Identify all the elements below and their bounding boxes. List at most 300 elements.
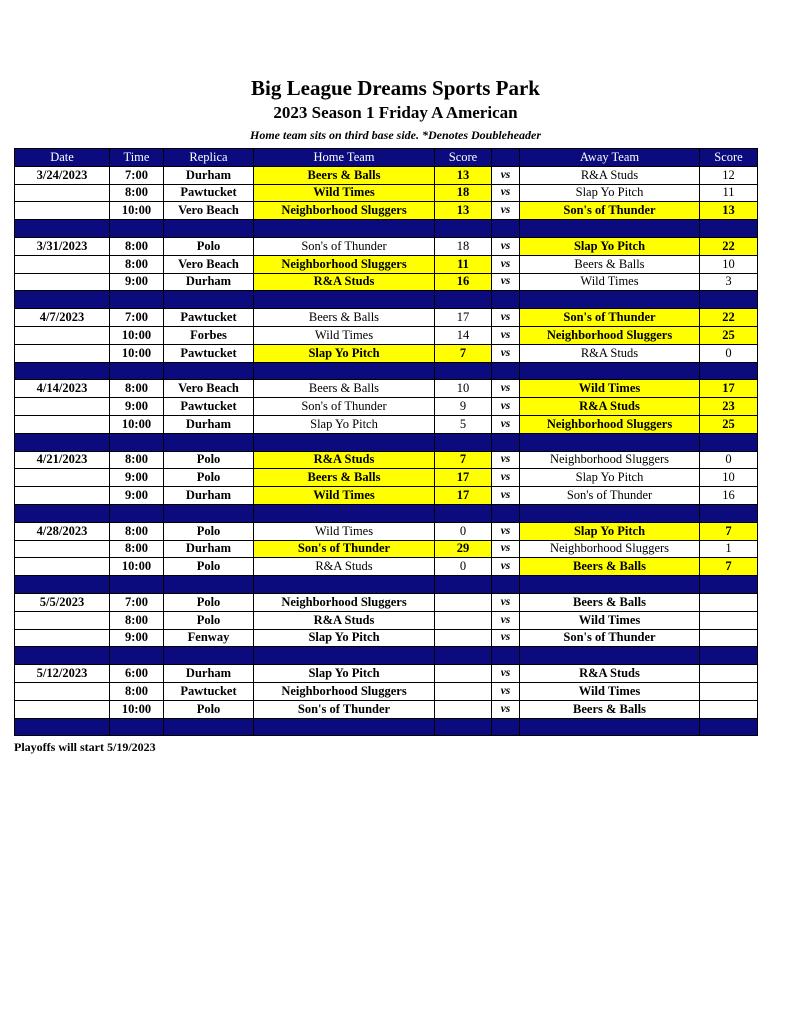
- replica-cell: Polo: [164, 700, 254, 718]
- week-separator-row: [15, 291, 758, 309]
- separator-cell: [492, 220, 520, 238]
- date-cell: [15, 611, 110, 629]
- away-team-cell: R&A Studs: [520, 665, 700, 683]
- away-team-cell: Son's of Thunder: [520, 202, 700, 220]
- table-row: [15, 202, 758, 220]
- separator-cell: [15, 647, 110, 665]
- time-cell: 8:00: [110, 540, 164, 558]
- date-cell: [15, 629, 110, 647]
- replica-cell: Polo: [164, 469, 254, 487]
- separator-cell: [164, 220, 254, 238]
- page-note: Home team sits on third base side. *Denotes Doubleheader: [250, 128, 541, 142]
- vs-cell: vs: [492, 700, 520, 718]
- separator-cell: [254, 220, 435, 238]
- away-team-cell: Slap Yo Pitch: [520, 184, 700, 202]
- table-row: [15, 166, 758, 184]
- separator-cell: [15, 433, 110, 451]
- separator-cell: [110, 291, 164, 309]
- separator-cell: [15, 220, 110, 238]
- time-cell: 9:00: [110, 273, 164, 291]
- separator-cell: [254, 576, 435, 594]
- table-header-row: [15, 149, 758, 167]
- home-score-cell: 7: [435, 344, 492, 362]
- away-score-cell: 25: [700, 326, 758, 344]
- separator-cell: [110, 362, 164, 380]
- separator-cell: [492, 576, 520, 594]
- separator-cell: [435, 504, 492, 522]
- table-row: [15, 611, 758, 629]
- table-row: [15, 558, 758, 576]
- table-row: [15, 380, 758, 398]
- away-team-cell: Neighborhood Sluggers: [520, 451, 700, 469]
- home-team-cell: Neighborhood Sluggers: [254, 682, 435, 700]
- separator-cell: [435, 291, 492, 309]
- vs-cell: vs: [492, 558, 520, 576]
- away-team-cell: Son's of Thunder: [520, 309, 700, 327]
- home-score-cell: [435, 700, 492, 718]
- separator-cell: [520, 576, 700, 594]
- home-team-cell: Wild Times: [254, 184, 435, 202]
- vs-cell: vs: [492, 540, 520, 558]
- separator-cell: [700, 433, 758, 451]
- home-score-cell: 7: [435, 451, 492, 469]
- home-team-cell: Slap Yo Pitch: [254, 665, 435, 683]
- away-score-cell: [700, 665, 758, 683]
- separator-cell: [110, 576, 164, 594]
- away-score-cell: 12: [700, 166, 758, 184]
- separator-cell: [700, 220, 758, 238]
- separator-cell: [164, 433, 254, 451]
- away-score-cell: 25: [700, 415, 758, 433]
- home-team-cell: Son's of Thunder: [254, 700, 435, 718]
- away-score-cell: 22: [700, 237, 758, 255]
- separator-cell: [435, 576, 492, 594]
- separator-cell: [435, 433, 492, 451]
- separator-cell: [700, 504, 758, 522]
- home-team-cell: Wild Times: [254, 522, 435, 540]
- vs-cell: vs: [492, 184, 520, 202]
- table-row: [15, 237, 758, 255]
- separator-cell: [492, 504, 520, 522]
- separator-cell: [520, 291, 700, 309]
- away-score-cell: [700, 682, 758, 700]
- col-header-away-team: Away Team: [520, 149, 700, 167]
- table-row: [15, 184, 758, 202]
- away-score-cell: 16: [700, 487, 758, 505]
- home-score-cell: 13: [435, 166, 492, 184]
- replica-cell: Pawtucket: [164, 344, 254, 362]
- date-cell: [15, 558, 110, 576]
- away-score-cell: 17: [700, 380, 758, 398]
- away-team-cell: Slap Yo Pitch: [520, 469, 700, 487]
- replica-cell: Vero Beach: [164, 202, 254, 220]
- table-row: [15, 344, 758, 362]
- date-cell: [15, 326, 110, 344]
- time-cell: 8:00: [110, 380, 164, 398]
- week-separator-row: [15, 504, 758, 522]
- separator-cell: [164, 362, 254, 380]
- separator-cell: [110, 718, 164, 736]
- vs-cell: vs: [492, 344, 520, 362]
- away-score-cell: 13: [700, 202, 758, 220]
- vs-cell: vs: [492, 487, 520, 505]
- home-team-cell: Son's of Thunder: [254, 398, 435, 416]
- home-score-cell: 0: [435, 558, 492, 576]
- separator-cell: [520, 504, 700, 522]
- away-team-cell: Wild Times: [520, 273, 700, 291]
- page-title: Big League Dreams Sports Park: [251, 76, 540, 100]
- col-header-time: Time: [110, 149, 164, 167]
- separator-cell: [492, 433, 520, 451]
- home-team-cell: R&A Studs: [254, 558, 435, 576]
- col-header-vs: [492, 149, 520, 167]
- table-row: [15, 682, 758, 700]
- table-row: [15, 309, 758, 327]
- week-separator-row: [15, 362, 758, 380]
- replica-cell: Polo: [164, 611, 254, 629]
- separator-cell: [700, 718, 758, 736]
- vs-cell: vs: [492, 380, 520, 398]
- date-cell: 4/21/2023: [15, 451, 110, 469]
- vs-cell: vs: [492, 309, 520, 327]
- week-separator-row: [15, 220, 758, 238]
- date-cell: 5/5/2023: [15, 593, 110, 611]
- away-team-cell: Wild Times: [520, 380, 700, 398]
- time-cell: 10:00: [110, 202, 164, 220]
- away-team-cell: R&A Studs: [520, 166, 700, 184]
- time-cell: 10:00: [110, 700, 164, 718]
- separator-cell: [700, 576, 758, 594]
- separator-cell: [254, 718, 435, 736]
- separator-cell: [164, 647, 254, 665]
- vs-cell: vs: [492, 682, 520, 700]
- replica-cell: Durham: [164, 273, 254, 291]
- time-cell: 9:00: [110, 487, 164, 505]
- away-team-cell: Neighborhood Sluggers: [520, 415, 700, 433]
- date-cell: 4/7/2023: [15, 309, 110, 327]
- col-header-home-score: Score: [435, 149, 492, 167]
- vs-cell: vs: [492, 451, 520, 469]
- vs-cell: vs: [492, 166, 520, 184]
- home-team-cell: Son's of Thunder: [254, 237, 435, 255]
- home-score-cell: 10: [435, 380, 492, 398]
- replica-cell: Polo: [164, 451, 254, 469]
- replica-cell: Polo: [164, 522, 254, 540]
- home-score-cell: 17: [435, 309, 492, 327]
- replica-cell: Forbes: [164, 326, 254, 344]
- separator-cell: [520, 220, 700, 238]
- home-score-cell: 18: [435, 237, 492, 255]
- home-score-cell: 29: [435, 540, 492, 558]
- home-score-cell: 13: [435, 202, 492, 220]
- replica-cell: Pawtucket: [164, 309, 254, 327]
- away-team-cell: Beers & Balls: [520, 255, 700, 273]
- vs-cell: vs: [492, 611, 520, 629]
- date-cell: [15, 344, 110, 362]
- week-separator-row: [15, 718, 758, 736]
- home-team-cell: Wild Times: [254, 326, 435, 344]
- away-team-cell: Beers & Balls: [520, 558, 700, 576]
- home-score-cell: [435, 611, 492, 629]
- home-score-cell: [435, 593, 492, 611]
- time-cell: 8:00: [110, 184, 164, 202]
- time-cell: 8:00: [110, 611, 164, 629]
- date-cell: [15, 469, 110, 487]
- week-separator-row: [15, 647, 758, 665]
- vs-cell: vs: [492, 665, 520, 683]
- vs-cell: vs: [492, 255, 520, 273]
- home-team-cell: Neighborhood Sluggers: [254, 593, 435, 611]
- table-row: [15, 700, 758, 718]
- schedule-table: [14, 148, 758, 736]
- table-row: [15, 326, 758, 344]
- home-score-cell: 9: [435, 398, 492, 416]
- away-score-cell: 0: [700, 344, 758, 362]
- date-cell: 5/12/2023: [15, 665, 110, 683]
- replica-cell: Fenway: [164, 629, 254, 647]
- table-row: [15, 593, 758, 611]
- separator-cell: [520, 718, 700, 736]
- home-team-cell: Wild Times: [254, 487, 435, 505]
- home-score-cell: 18: [435, 184, 492, 202]
- away-score-cell: 10: [700, 469, 758, 487]
- separator-cell: [254, 291, 435, 309]
- away-score-cell: [700, 611, 758, 629]
- separator-cell: [520, 433, 700, 451]
- home-team-cell: Neighborhood Sluggers: [254, 255, 435, 273]
- replica-cell: Durham: [164, 665, 254, 683]
- home-score-cell: 0: [435, 522, 492, 540]
- separator-cell: [254, 433, 435, 451]
- date-cell: [15, 184, 110, 202]
- away-team-cell: R&A Studs: [520, 344, 700, 362]
- replica-cell: Vero Beach: [164, 255, 254, 273]
- time-cell: 6:00: [110, 665, 164, 683]
- table-row: [15, 469, 758, 487]
- time-cell: 10:00: [110, 558, 164, 576]
- away-score-cell: 23: [700, 398, 758, 416]
- away-team-cell: Wild Times: [520, 682, 700, 700]
- separator-cell: [15, 291, 110, 309]
- home-score-cell: 11: [435, 255, 492, 273]
- separator-cell: [492, 718, 520, 736]
- date-cell: [15, 540, 110, 558]
- replica-cell: Pawtucket: [164, 682, 254, 700]
- separator-cell: [254, 504, 435, 522]
- separator-cell: [435, 718, 492, 736]
- separator-cell: [492, 291, 520, 309]
- vs-cell: vs: [492, 237, 520, 255]
- separator-cell: [110, 504, 164, 522]
- table-row: [15, 540, 758, 558]
- page-subtitle: 2023 Season 1 Friday A American: [273, 103, 518, 122]
- schedule-body: [15, 166, 758, 736]
- separator-cell: [15, 362, 110, 380]
- table-row: [15, 487, 758, 505]
- away-score-cell: [700, 593, 758, 611]
- away-score-cell: 7: [700, 522, 758, 540]
- away-team-cell: Beers & Balls: [520, 700, 700, 718]
- week-separator-row: [15, 433, 758, 451]
- separator-cell: [492, 362, 520, 380]
- vs-cell: vs: [492, 522, 520, 540]
- separator-cell: [520, 362, 700, 380]
- separator-cell: [435, 362, 492, 380]
- home-score-cell: 14: [435, 326, 492, 344]
- home-team-cell: Neighborhood Sluggers: [254, 202, 435, 220]
- time-cell: 10:00: [110, 344, 164, 362]
- date-cell: 4/14/2023: [15, 380, 110, 398]
- vs-cell: vs: [492, 469, 520, 487]
- vs-cell: vs: [492, 273, 520, 291]
- replica-cell: Durham: [164, 540, 254, 558]
- home-team-cell: Beers & Balls: [254, 166, 435, 184]
- time-cell: 8:00: [110, 255, 164, 273]
- col-header-date: Date: [15, 149, 110, 167]
- vs-cell: vs: [492, 398, 520, 416]
- home-score-cell: 17: [435, 487, 492, 505]
- home-score-cell: 16: [435, 273, 492, 291]
- time-cell: 9:00: [110, 469, 164, 487]
- away-team-cell: Neighborhood Sluggers: [520, 540, 700, 558]
- time-cell: 8:00: [110, 237, 164, 255]
- table-row: [15, 398, 758, 416]
- away-team-cell: Son's of Thunder: [520, 487, 700, 505]
- date-cell: [15, 202, 110, 220]
- date-cell: [15, 682, 110, 700]
- time-cell: 10:00: [110, 326, 164, 344]
- away-score-cell: 1: [700, 540, 758, 558]
- away-score-cell: 0: [700, 451, 758, 469]
- away-team-cell: Wild Times: [520, 611, 700, 629]
- vs-cell: vs: [492, 326, 520, 344]
- separator-cell: [110, 647, 164, 665]
- table-row: [15, 665, 758, 683]
- table-row: [15, 273, 758, 291]
- separator-cell: [15, 504, 110, 522]
- home-team-cell: R&A Studs: [254, 611, 435, 629]
- separator-cell: [164, 576, 254, 594]
- time-cell: 9:00: [110, 629, 164, 647]
- away-team-cell: Son's of Thunder: [520, 629, 700, 647]
- date-cell: [15, 415, 110, 433]
- vs-cell: vs: [492, 593, 520, 611]
- separator-cell: [110, 433, 164, 451]
- time-cell: 8:00: [110, 682, 164, 700]
- date-cell: 4/28/2023: [15, 522, 110, 540]
- replica-cell: Pawtucket: [164, 398, 254, 416]
- col-header-home-team: Home Team: [254, 149, 435, 167]
- week-separator-row: [15, 576, 758, 594]
- home-team-cell: R&A Studs: [254, 451, 435, 469]
- separator-cell: [520, 647, 700, 665]
- home-team-cell: R&A Studs: [254, 273, 435, 291]
- date-cell: [15, 273, 110, 291]
- separator-cell: [700, 647, 758, 665]
- home-team-cell: Son's of Thunder: [254, 540, 435, 558]
- separator-cell: [164, 718, 254, 736]
- separator-cell: [492, 647, 520, 665]
- table-row: [15, 629, 758, 647]
- away-team-cell: Neighborhood Sluggers: [520, 326, 700, 344]
- replica-cell: Durham: [164, 415, 254, 433]
- away-score-cell: 11: [700, 184, 758, 202]
- time-cell: 7:00: [110, 166, 164, 184]
- home-score-cell: [435, 665, 492, 683]
- separator-cell: [435, 220, 492, 238]
- separator-cell: [164, 504, 254, 522]
- replica-cell: Durham: [164, 166, 254, 184]
- date-cell: [15, 487, 110, 505]
- replica-cell: Pawtucket: [164, 184, 254, 202]
- separator-cell: [110, 220, 164, 238]
- separator-cell: [254, 647, 435, 665]
- home-score-cell: [435, 682, 492, 700]
- away-team-cell: R&A Studs: [520, 398, 700, 416]
- home-score-cell: 5: [435, 415, 492, 433]
- home-score-cell: [435, 629, 492, 647]
- separator-cell: [164, 291, 254, 309]
- home-team-cell: Beers & Balls: [254, 309, 435, 327]
- table-row: [15, 255, 758, 273]
- time-cell: 8:00: [110, 522, 164, 540]
- table-row: [15, 451, 758, 469]
- vs-cell: vs: [492, 629, 520, 647]
- home-team-cell: Beers & Balls: [254, 469, 435, 487]
- home-team-cell: Slap Yo Pitch: [254, 344, 435, 362]
- date-cell: [15, 255, 110, 273]
- date-cell: 3/31/2023: [15, 237, 110, 255]
- replica-cell: Durham: [164, 487, 254, 505]
- col-header-replica: Replica: [164, 149, 254, 167]
- home-team-cell: Beers & Balls: [254, 380, 435, 398]
- away-team-cell: Slap Yo Pitch: [520, 522, 700, 540]
- vs-cell: vs: [492, 415, 520, 433]
- away-score-cell: 22: [700, 309, 758, 327]
- date-cell: [15, 700, 110, 718]
- date-cell: 3/24/2023: [15, 166, 110, 184]
- away-score-cell: [700, 629, 758, 647]
- away-team-cell: Beers & Balls: [520, 593, 700, 611]
- table-row: [15, 522, 758, 540]
- time-cell: 8:00: [110, 451, 164, 469]
- away-team-cell: Slap Yo Pitch: [520, 237, 700, 255]
- away-score-cell: 10: [700, 255, 758, 273]
- home-team-cell: Slap Yo Pitch: [254, 415, 435, 433]
- time-cell: 10:00: [110, 415, 164, 433]
- home-team-cell: Slap Yo Pitch: [254, 629, 435, 647]
- separator-cell: [15, 718, 110, 736]
- replica-cell: Polo: [164, 558, 254, 576]
- time-cell: 7:00: [110, 593, 164, 611]
- date-cell: [15, 398, 110, 416]
- away-score-cell: 3: [700, 273, 758, 291]
- away-score-cell: [700, 700, 758, 718]
- separator-cell: [15, 576, 110, 594]
- separator-cell: [700, 291, 758, 309]
- replica-cell: Polo: [164, 237, 254, 255]
- table-row: [15, 415, 758, 433]
- replica-cell: Vero Beach: [164, 380, 254, 398]
- separator-cell: [435, 647, 492, 665]
- time-cell: 7:00: [110, 309, 164, 327]
- separator-cell: [700, 362, 758, 380]
- playoffs-note: Playoffs will start 5/19/2023: [14, 740, 156, 754]
- separator-cell: [254, 362, 435, 380]
- away-score-cell: 7: [700, 558, 758, 576]
- replica-cell: Polo: [164, 593, 254, 611]
- vs-cell: vs: [492, 202, 520, 220]
